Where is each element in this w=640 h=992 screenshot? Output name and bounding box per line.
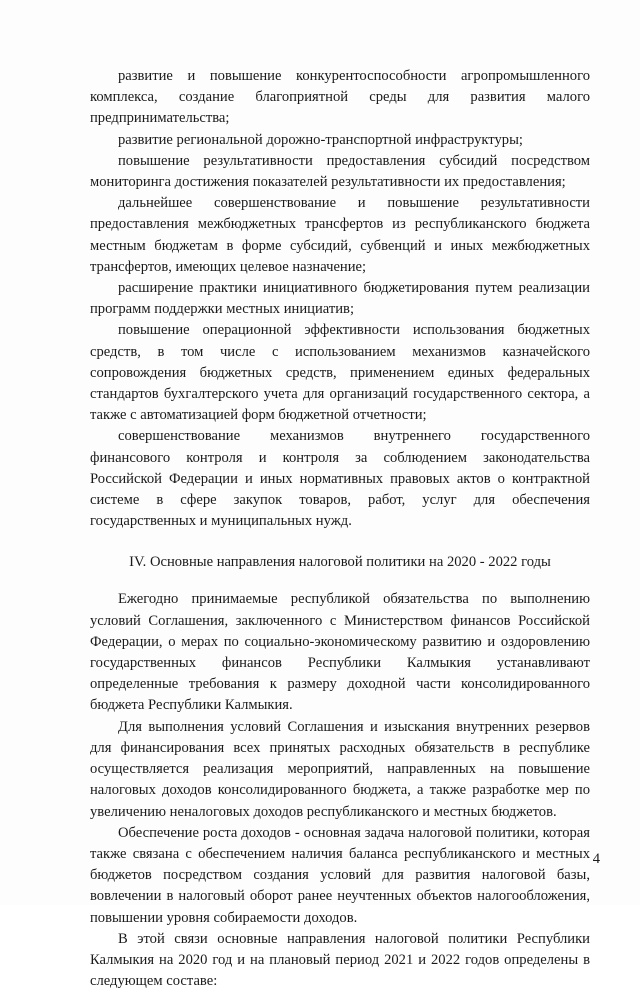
page-number: 4 <box>592 851 600 867</box>
list-item-subsidies: повышение результативности предоставления субсидий посредством мониторинга достижения показателей результативности их предоставления; <box>90 152 590 191</box>
list-item-agro: развитие и повышение конкурентоспособности агропромышленного комплекса, создание благоприятной среды для развития малого предпринимательства; <box>90 68 590 127</box>
section-heading: IV. Основные направления налоговой политики на 2020 - 2022 годы <box>129 554 551 571</box>
list-item-budgeting: расширение практики инициативного бюджетирования путем реализации программ поддержки местных инициатив; <box>90 280 590 318</box>
paragraph-agreement: Ежегодно принимаемые республикой обязательства по выполнению условий Соглашения, заключенного с Министерством финансов Российской Федерации, о мерах по социально-экономическому развитию и оздоровлению государственных финансов Республики Калмыкия устанавливают определенные требования к размеру доходной части консолидированного бюджета Республики Калмыкия. <box>90 591 590 714</box>
paragraph-directions: В этой связи основные направления налоговой политики Республики Калмыкия на 2020 год и на плановый период 2021 и 2022 годов определены в следующем составе: <box>90 930 590 990</box>
list-item-efficiency: повышение операционной эффективности использования бюджетных средств, в том числе с использованием механизмов казначейского сопровождения бюджетных средств, применением единых федеральных стандартов бухгалтерского учета для организаций государственного сектора, а также с автоматизацией форм бюджетной отчетности; <box>90 322 590 424</box>
page-content <box>90 66 590 992</box>
list-item-transfers: дальнейшее совершенствование и повышение результативности предоставления межбюджетных трансфертов из республиканского бюджета местным бюджетам в форме субсидий, субвенций и иных межбюджетных трансфертов, имеющих целевое назначение; <box>90 195 590 275</box>
paragraph-revenue-growth: Обеспечение роста доходов - основная задача налоговой политики, которая также связана с обеспечением наличия баланса республиканского и местных бюджетов посредством создания условий для развития налоговой базы, вовлечении в налоговый оборот ранее неучтенных объектов налогообложения, повышении уровня собираемости доходов. <box>90 824 590 926</box>
paragraph-reserves: Для выполнения условий Соглашения и изыскания внутренних резервов для финансирования всех принятых расходных обязательств в республике осуществляется реализация мероприятий, направленных на повышение налоговых доходов консолидированного бюджета, а также разработке мер по увеличению неналоговых доходов республиканского и местных бюджетов. <box>90 718 590 820</box>
list-item-control: совершенствование механизмов внутреннего государственного финансового контроля и контроля за соблюдением законодательства Российской Федерации и иных нормативных правовых актов о контрактной системе в сфере закупок товаров, работ, услуг для обеспечения государственных и муниципальных нужд. <box>90 428 590 530</box>
list-item-roads: развитие региональной дорожно-транспортной инфраструктуры; <box>118 131 523 148</box>
